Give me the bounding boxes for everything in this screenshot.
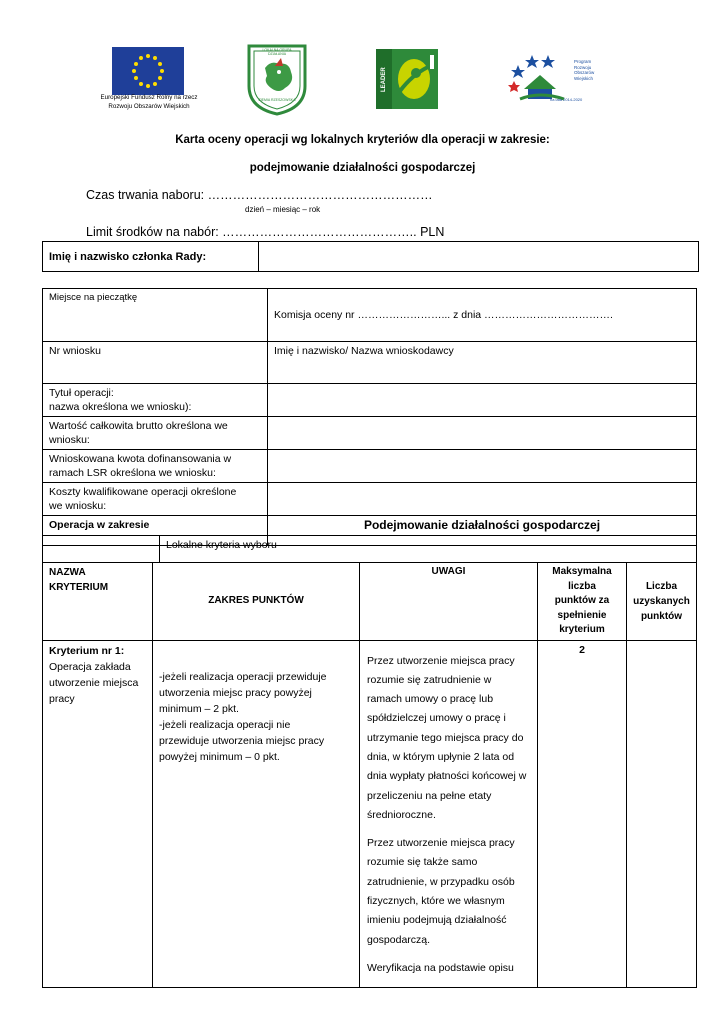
koszty-input[interactable] — [268, 483, 697, 516]
wartosc-label — [43, 417, 268, 450]
komisja-text: Komisja oceny nr ……………………... z dnia ………………………………. — [274, 309, 613, 321]
criterion1-zakres-line2: utworzenia miejsc pracy powyżej — [159, 686, 312, 699]
header-uzyskane — [627, 563, 697, 641]
nr-wniosku-label: Nr wniosku — [49, 345, 101, 357]
criterion1-uwagi-p3: Weryfikacja na podstawie opisu — [367, 961, 514, 974]
prow-line3: Obszarów — [574, 70, 595, 76]
criterion1-zakres-line5: przewiduje utworzenia miejsc pracy — [159, 734, 325, 747]
header-max — [538, 563, 627, 641]
czas-trwania-hint: dzień – miesiąc – rok — [245, 205, 321, 214]
kwota-input[interactable] — [268, 450, 697, 483]
kryteria-header-table — [42, 535, 697, 563]
koszty-line1: Koszty kwalifikowane operacji określone — [49, 486, 237, 498]
header-max-line1: Maksymalna — [552, 566, 612, 577]
koszty-label — [43, 483, 268, 516]
operacja-label: Operacja w zakresie — [43, 516, 268, 546]
criterion1-max-points: 2 — [538, 640, 627, 988]
prow-years: na lata 2014-2020 — [550, 97, 583, 102]
header-max-line4: spełnienie — [557, 609, 607, 621]
criterion1-name-line2: utworzenie miejsca — [49, 676, 139, 689]
nr-wniosku-cell[interactable] — [43, 342, 268, 384]
header-uzysk-line3: punktów — [640, 610, 683, 622]
header-nazwa-line2: KRYTERIUM — [49, 582, 109, 593]
prow-line4: Wiejskich — [574, 75, 594, 81]
criterion1-zakres-line4: -jeżeli realizacja operacji nie — [159, 718, 291, 731]
member-name-label: Imię i nazwisko członka Rady: — [43, 242, 259, 272]
criterion1-zakres-line1: -jeżeli realizacja operacji przewiduje — [159, 670, 327, 683]
limit-srodkow-field[interactable]: Limit środków na nabór: ……………………………………….. PLN — [86, 225, 445, 239]
header-uzysk-line2: uzyskanych — [633, 595, 690, 607]
komisja-cell[interactable] — [268, 289, 697, 342]
prow-line2: Rozwoju — [574, 64, 592, 70]
leader-logo-text: LEADER — [381, 67, 387, 92]
criterion1-uwagi-p2: Przez utworzenie miejsca pracy rozumie się także samo zatrudnienie, w przypadku osób fizycznych, które we własnym imieniu podejmują działalność gospodarczą. — [367, 837, 515, 946]
member-name-input[interactable] — [259, 242, 699, 272]
eu-caption-line1: Europejski Fundusz Rolny na rzecz — [100, 94, 198, 101]
header-uwagi: UWAGI — [360, 563, 538, 641]
kwota-line1: Wnioskowana kwota dofinansowania w — [49, 453, 232, 465]
tytul-label — [43, 384, 268, 417]
stamp-cell — [43, 289, 268, 342]
operacja-value: Podejmowanie działalności gospodarczej — [268, 516, 697, 546]
wartosc-input[interactable] — [268, 417, 697, 450]
wnioskodawca-cell[interactable] — [268, 342, 697, 384]
criterion1-name-line3: pracy — [49, 692, 75, 705]
kwota-line2: ramach LSR określona we wniosku: — [49, 467, 216, 479]
table-row — [43, 640, 697, 988]
wartosc-line2: wniosku: — [49, 434, 90, 446]
header-nazwa — [43, 563, 153, 641]
lgd-logo — [245, 42, 309, 116]
eu-caption — [88, 93, 210, 111]
header-nazwa-line1: NAZWA — [49, 567, 86, 578]
eu-caption-line2: Rozwoju Obszarów Wiejskich — [108, 103, 190, 110]
doc-title-line1: Karta oceny operacji wg lokalnych kryteriów dla operacji w zakresie: — [175, 134, 550, 146]
criterion1-zakres-line3: minimum – 2 pkt. — [159, 702, 239, 715]
tytul-line2: nazwa określona we wniosku): — [49, 401, 192, 413]
header-max-line5: kryterium — [559, 624, 605, 635]
wnioskodawca-label: Imię i nazwisko/ Nazwa wnioskodawcy — [274, 345, 454, 357]
criterion1-zakres — [153, 640, 360, 988]
koszty-line2: we wniosku: — [49, 500, 107, 512]
criteria-table — [42, 562, 697, 988]
wartosc-line1: Wartość całkowita brutto określona we — [49, 420, 228, 432]
leader-logo — [376, 49, 438, 109]
prow-line1: Program — [574, 59, 592, 64]
header-uzysk-line1: Liczba — [645, 580, 678, 592]
criterion1-name — [43, 640, 153, 988]
header-zakres: ZAKRES PUNKTÓW — [153, 563, 360, 641]
kryteria-empty-cell — [43, 536, 160, 563]
info-table — [42, 288, 697, 546]
stamp-label: Miejsce na pieczątkę — [49, 292, 138, 303]
member-table — [42, 241, 699, 272]
criterion1-uwagi — [360, 640, 538, 988]
prow-logo-text — [574, 59, 594, 81]
eu-flag-logo — [112, 47, 184, 95]
lgd-logo-text-bottom: ZIEMIA RZESZOWSKA — [258, 98, 296, 102]
lgd-logo-text-top: LOKALNA GRUPA DZIAŁANIA — [262, 48, 292, 56]
criterion1-uwagi-p1: Przez utworzenie miejsca pracy rozumie się zatrudnienie w ramach umowy o pracę lub spółdzielczej umowy o pracę i utrzymanie tego miejsca pracy do dnia, w którym upłynie 2 lata od dnia wypłaty płatności końcowej w przeliczeniu na pełne etaty średnioroczne. — [367, 654, 527, 821]
doc-title-line2: podejmowanie działalności gospodarczej — [249, 162, 476, 174]
eu-stars-icon — [112, 47, 184, 95]
header-max-line2: liczba — [568, 580, 596, 592]
tytul-line1: Tytuł operacji: — [49, 387, 114, 399]
kwota-label — [43, 450, 268, 483]
kryteria-label: Lokalne kryteria wyboru — [160, 536, 697, 563]
criterion1-name-bold: Kryterium nr 1: — [49, 644, 125, 657]
criterion1-obtained-points[interactable] — [627, 640, 697, 988]
criterion1-name-line1: Operacja zakłada — [49, 660, 131, 673]
header-max-line3: punktów za — [554, 595, 610, 606]
prow-logo — [508, 49, 603, 105]
tytul-input[interactable] — [268, 384, 697, 417]
criterion1-zakres-line6: powyżej minimum – 0 pkt. — [159, 750, 280, 763]
czas-trwania-field[interactable]: Czas trwania naboru: ……………………………………………… — [86, 188, 433, 202]
